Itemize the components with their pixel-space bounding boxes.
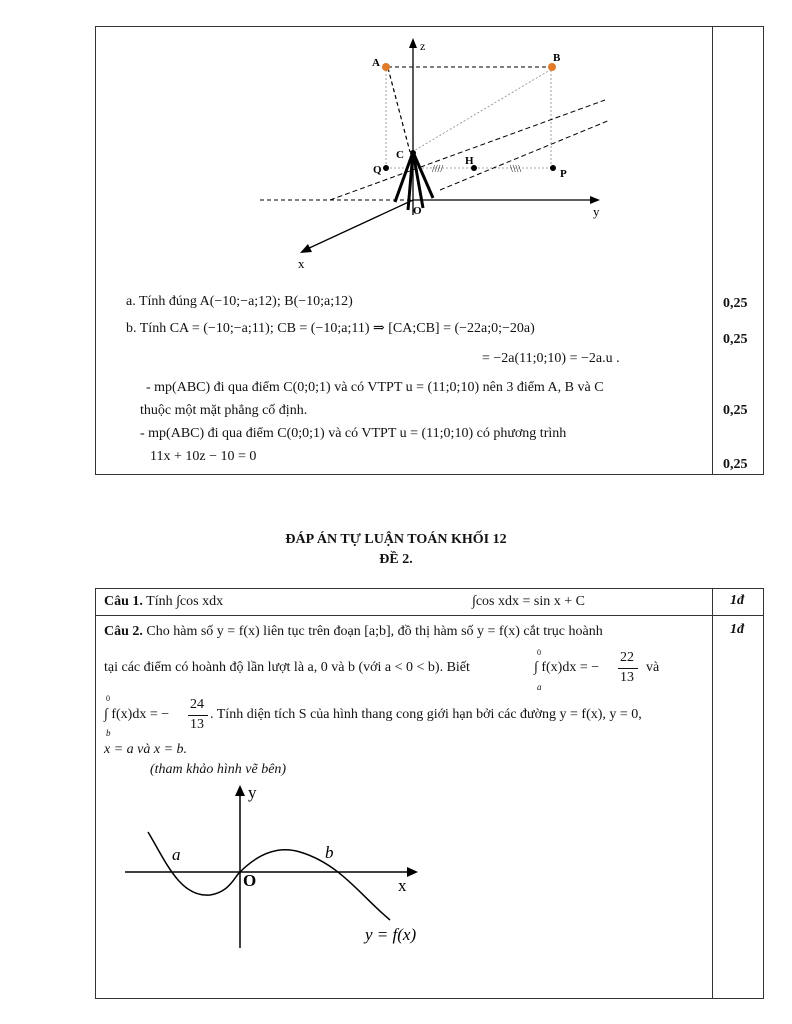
- graph-x-arrow: [407, 867, 418, 877]
- z-axis-arrow: [409, 38, 417, 48]
- part-b-line-2: = −2a(11;0;10) = −2a.u .: [482, 351, 620, 366]
- integral-2-num: 24: [190, 697, 204, 712]
- row-divider: [95, 615, 763, 616]
- graph-label-b: b: [325, 843, 334, 862]
- q2-va: và: [646, 660, 660, 675]
- point-p: [550, 165, 556, 171]
- page-title: ĐÁP ÁN TỰ LUẬN TOÁN KHỐI 12: [285, 532, 507, 547]
- q2-note: (tham khảo hình vẽ bên): [150, 762, 287, 777]
- part-c-line-2: thuộc một mặt phẳng cố định.: [140, 403, 308, 418]
- integral-2-den: 13: [190, 717, 204, 732]
- q1-row: [104, 594, 223, 611]
- graph-label-a: a: [172, 845, 181, 864]
- q2-label: Câu 2.: [104, 624, 143, 639]
- label-q: Q: [373, 164, 382, 176]
- q2-score: 1đ: [730, 622, 744, 637]
- score-1: 0,25: [723, 296, 748, 311]
- q1-label: Câu 1.: [104, 594, 143, 609]
- graph-y-arrow: [235, 785, 245, 796]
- integral-2-fraction-bar: [188, 715, 208, 716]
- label-x: x: [298, 256, 305, 271]
- integral-2-expr: ∫ f(x)dx = −: [104, 707, 170, 722]
- x-axis: [305, 200, 413, 250]
- graph-label-y: y: [248, 783, 257, 802]
- part-a-line: a. Tính đúng A(−10;−a;12); B(−10;a;12): [126, 294, 353, 309]
- integral-1-den: 13: [620, 670, 634, 685]
- integral-1-upper: 0: [537, 648, 541, 657]
- graph-label-fx: y = f(x): [365, 925, 417, 944]
- score-column-divider: [712, 26, 713, 474]
- q2-line-2: tại các điểm có hoành độ lần lượt là a, 0 và b (với a < 0 < b). Biết: [104, 660, 470, 675]
- score-4: 0,25: [723, 457, 748, 472]
- integral-1-num: 22: [620, 650, 634, 665]
- integral-1-fraction-bar: [618, 668, 638, 669]
- label-y: y: [593, 204, 600, 219]
- tick-marks-right: \\\\: [510, 164, 522, 175]
- score-2: 0,25: [723, 332, 748, 347]
- x-axis-arrow: [300, 244, 312, 253]
- q1-text: Tính ∫cos xdx: [146, 594, 224, 609]
- segment-ac: [388, 68, 410, 152]
- q2-line-4: x = a và x = b.: [104, 742, 188, 757]
- part-b-line-1: b. Tính CA = (−10;−a;11); CB = (−10;a;11) ⇒ [CA;CB] = (−22a;0;−20a): [126, 321, 535, 336]
- q2-text-1: Cho hàm số y = f(x) liên tục trên đoạn [a;b], đồ thị hàm số y = f(x) cắt trục hoành: [146, 624, 603, 639]
- part-d-line-2: 11x + 10z − 10 = 0: [150, 449, 257, 464]
- label-a: A: [372, 57, 380, 69]
- label-z: z: [420, 39, 426, 53]
- part-c-line-1: - mp(ABC) đi qua điểm C(0;0;1) và có VTPT u = (11;0;10) nên 3 điểm A, B và C: [146, 380, 604, 395]
- q2-line-1: [104, 624, 603, 641]
- integral-2-lower: b: [106, 728, 111, 738]
- y-axis-arrow: [590, 196, 600, 204]
- curve-f: [148, 832, 390, 920]
- exam-code: ĐỀ 2.: [379, 552, 413, 567]
- part-d-line-1: - mp(ABC) đi qua điểm C(0;0;1) và có VTPT u = (11;0;10) có phương trình: [140, 426, 567, 441]
- q2-line-3: . Tính diện tích S của hình thang cong giới hạn bởi các đường y = f(x), y = 0,: [210, 707, 642, 722]
- graph-label-x: x: [398, 876, 407, 895]
- point-a: [382, 63, 390, 71]
- label-h: H: [465, 155, 474, 167]
- score-column-divider-2: [712, 588, 713, 998]
- segment-cb: [412, 70, 550, 152]
- function-graph: [120, 780, 450, 955]
- tick-marks-left: ////: [432, 164, 444, 175]
- integral-1-lower: a: [537, 682, 542, 692]
- dashed-line-1: [330, 100, 605, 200]
- q1-score: 1đ: [730, 593, 744, 608]
- score-3: 0,25: [723, 403, 748, 418]
- integral-2-upper: 0: [106, 694, 110, 703]
- q1-answer: ∫cos xdx = sin x + C: [472, 594, 585, 609]
- integral-1-expr: ∫ f(x)dx = −: [534, 660, 600, 675]
- label-b: B: [553, 52, 561, 64]
- label-c: C: [396, 149, 404, 161]
- label-o: O: [413, 205, 422, 217]
- point-c: [410, 150, 416, 156]
- 3d-geometry-figure: [240, 30, 640, 275]
- graph-label-o: O: [243, 871, 257, 890]
- label-p: P: [560, 168, 567, 180]
- point-b: [548, 63, 556, 71]
- point-q: [383, 165, 389, 171]
